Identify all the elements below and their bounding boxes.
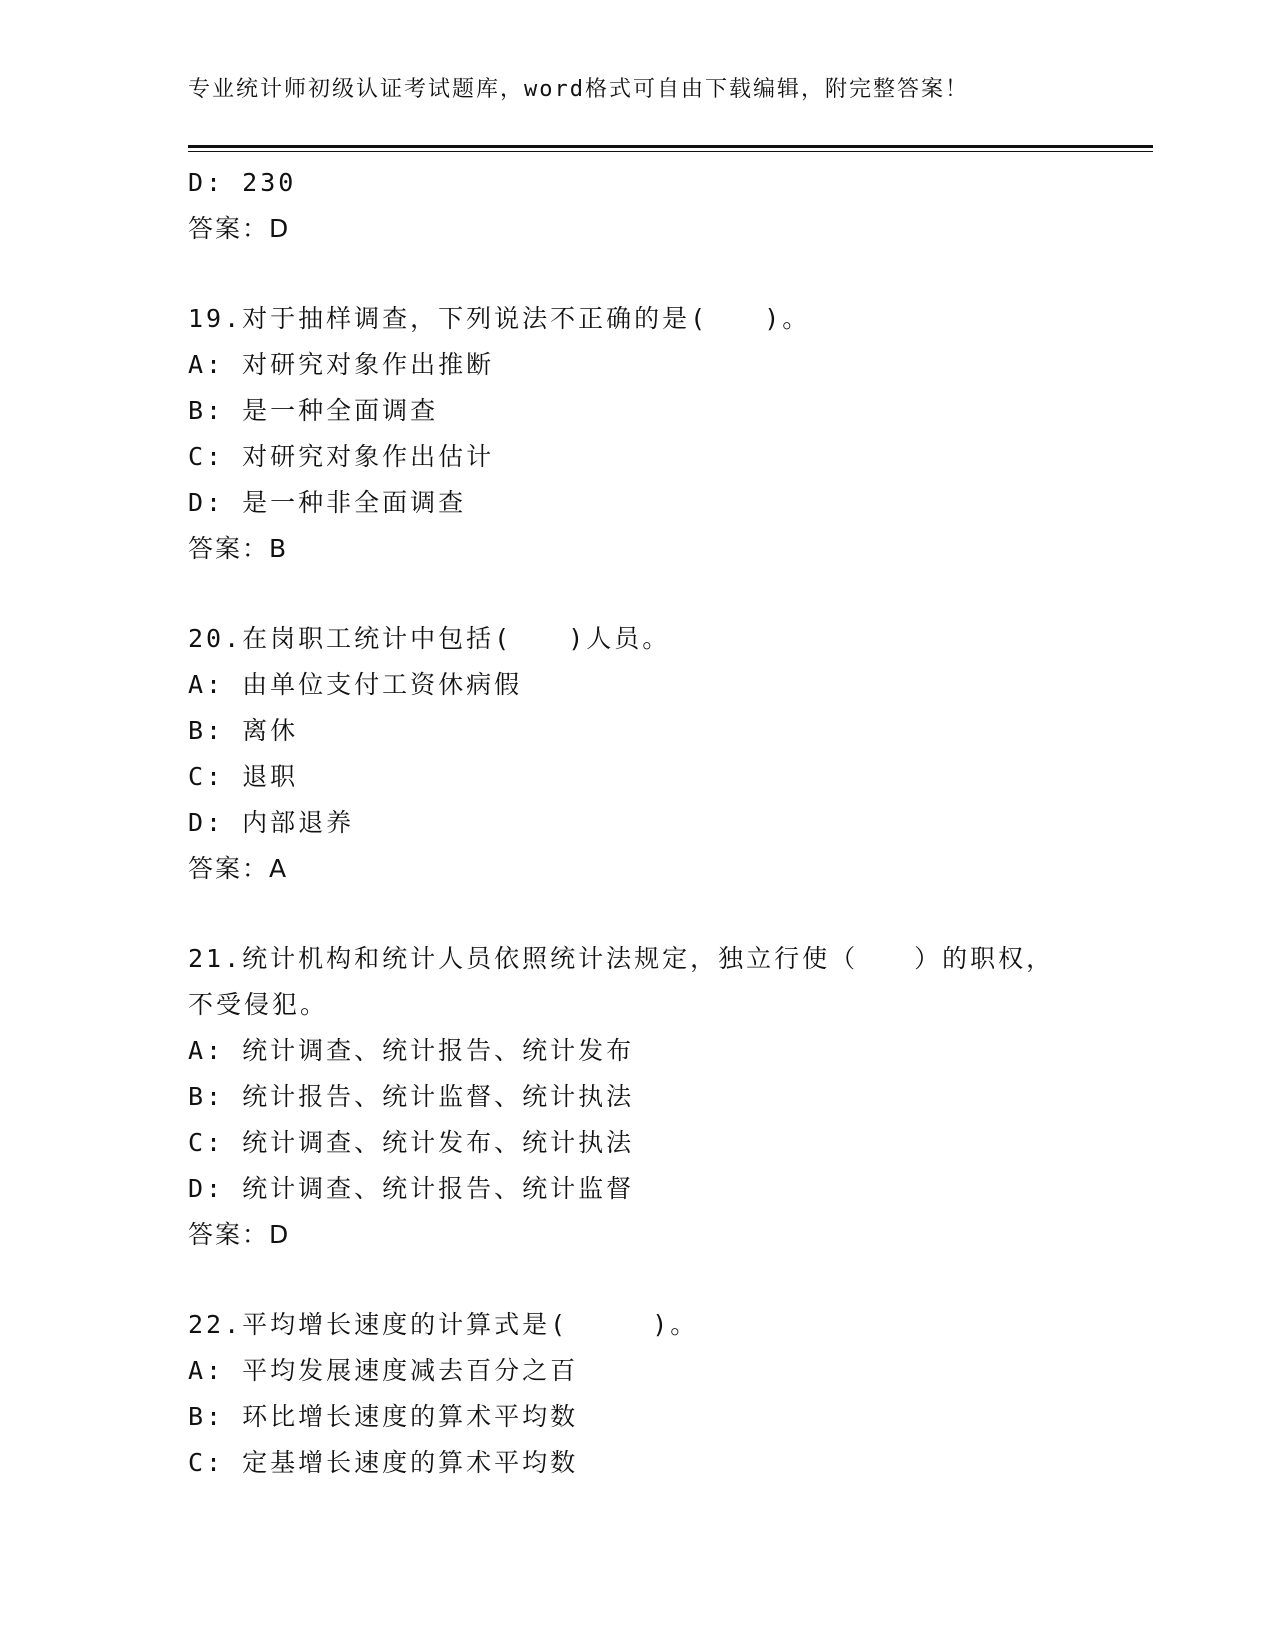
option-a: A: 统计调查、统计报告、统计发布 [188,1036,635,1065]
question-stem: 20.在岗职工统计中包括( )人员。 [188,624,671,653]
option-c: C: 退职 [188,762,299,791]
answer-line [188,846,1068,892]
option-c: C: 定基增长速度的算术平均数 [188,1448,579,1477]
page-header: 专业统计师初级认证考试题库，word格式可自由下载编辑，附完整答案！ [188,77,969,102]
option-d: D: 内部退养 [188,808,355,837]
option-d: D: 230 [188,168,297,197]
header-rule-thin [188,151,1153,152]
option-b: B: 环比增长速度的算术平均数 [188,1402,579,1431]
document-body [188,160,1068,1486]
option-c: C: 统计调查、统计发布、统计执法 [188,1128,635,1157]
option-b: B: 是一种全面调查 [188,396,439,425]
option-d: D: 统计调查、统计报告、统计监督 [188,1174,635,1203]
answer-label: 答案： [188,534,270,563]
answer-label: 答案： [188,1220,270,1249]
answer-line [188,526,1068,572]
answer-line [188,206,1068,252]
option-a: A: 对研究对象作出推断 [188,350,495,379]
answer-value: D [269,1220,291,1249]
option-b: B: 统计报告、统计监督、统计执法 [188,1082,635,1111]
option-a: A: 平均发展速度减去百分之百 [188,1356,579,1385]
answer-label: 答案： [188,214,270,243]
option-c: C: 对研究对象作出估计 [188,442,495,471]
answer-value: A [269,854,289,883]
question-stem: 19.对于抽样调查，下列说法不正确的是( )。 [188,304,811,333]
question-19 [188,296,1068,572]
question-22 [188,1302,1068,1486]
question-18-tail [188,160,1068,252]
option-d: D: 是一种非全面调查 [188,488,467,517]
answer-value: D [269,214,291,243]
option-b: B: 离休 [188,716,299,745]
answer-value: B [269,534,289,563]
question-21 [188,936,1068,1258]
answer-label: 答案： [188,854,270,883]
option-a: A: 由单位支付工资休病假 [188,670,523,699]
question-20 [188,616,1068,892]
question-stem: 21.统计机构和统计人员依照统计法规定，独立行使（ ）的职权， [188,944,1055,973]
question-stem-continued: 不受侵犯。 [188,990,329,1019]
question-stem: 22.平均增长速度的计算式是( )。 [188,1310,699,1339]
header-rule-thick [188,145,1153,148]
answer-line [188,1212,1068,1258]
